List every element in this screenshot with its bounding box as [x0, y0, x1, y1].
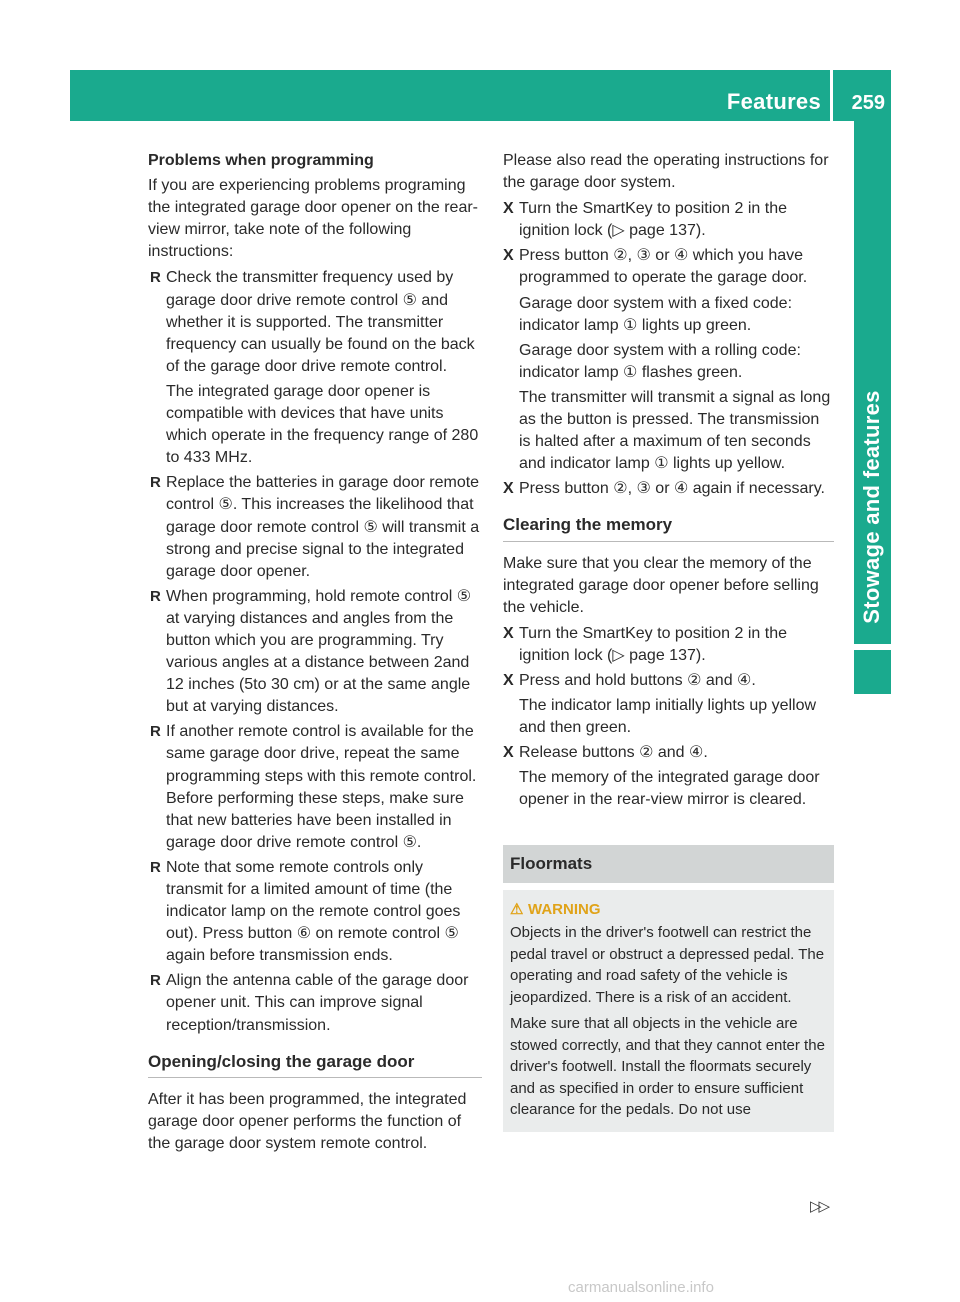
chapter-tab-label: Stowage and features [859, 390, 884, 624]
step-extra-text: The indicator lamp initially lights up yellow and then green. [519, 697, 817, 737]
left-column [148, 150, 482, 1159]
step-arrow-icon: X [503, 247, 514, 265]
bullet-r-icon: R [150, 269, 161, 287]
list-item [148, 586, 482, 719]
open-close-heading: Opening/closing the garage door [148, 1051, 482, 1078]
step-arrow-icon: X [503, 671, 514, 689]
bullet-r-icon: R [150, 474, 161, 492]
bullet-text: If another remote control is available for the same garage door drive, repeat the same programming steps with this remote control. Before performing these steps, make sure that new batteries have been installed in garage door drive remote control ⑤. [166, 723, 477, 851]
list-item [148, 970, 482, 1036]
step-text: Press and hold buttons ② and ④. [519, 671, 756, 689]
problems-intro: If you are experiencing problems programing the integrated garage door opener on the rear-view mirror, take note of the following instructions: [148, 177, 479, 261]
bullet-text: Note that some remote controls only transmit for a limited amount of time (the indicator lamp on the remote control goes out). Press button ⑥ on remote control ⑤ again before transmission ends. [166, 858, 461, 965]
page-number: 259 [851, 92, 885, 114]
list-item [148, 857, 482, 967]
list-item [148, 721, 482, 854]
bullet-text: When programming, hold remote control ⑤ at varying distances and angles from the button which you are programming. Try various angles at a distance between 2and 12 inches (5to 30 cm) or at the same angle but at varying distances. [166, 587, 472, 716]
bullet-text: Align the antenna cable of the garage door opener unit. This can improve signal reception/transmission. [166, 972, 469, 1034]
watermark: carmanualsonline.info [568, 1279, 714, 1296]
problems-title: Problems when programming [148, 152, 374, 169]
clearing-heading: Clearing the memory [503, 514, 834, 541]
warning-paragraph-1: Objects in the driver's footwell can restrict the pedal travel or obstruct a depressed pedal. The operating and road safety of the vehicle is jeopardized. There is a risk of an accident. [510, 924, 825, 1006]
list-item [148, 472, 482, 582]
step-arrow-icon: X [503, 200, 514, 218]
step-extra-text: The transmitter will transmit a signal as long as the button is pressed. The transmission is halted after a maximum of ten seconds and indicator lamp ① lights up yellow. [519, 388, 831, 473]
continue-arrows-icon: ▷▷ [810, 1198, 828, 1215]
bullet-r-icon: R [150, 972, 161, 990]
floormats-heading: Floormats [503, 845, 834, 883]
step-text: Release buttons ② and ④. [519, 744, 708, 762]
bullet-text: Replace the batteries in garage door remote control ⑤. This increases the likelihood that garage door remote control ⑤ will transmit a strong and precise signal to the integrated garage door opener. [166, 474, 480, 580]
step-text: Press button ②, ③ or ④ which you have programmed to operate the garage door. [519, 247, 808, 287]
warning-triangle-icon: ⚠ [510, 900, 524, 918]
bullet-r-icon: R [150, 723, 161, 741]
step-arrow-icon: X [503, 480, 514, 498]
step-extra-text: Garage door system with a fixed code: indicator lamp ① lights up green. [519, 294, 793, 334]
step-arrow-icon: X [503, 624, 514, 642]
step-extra-text: Garage door system with a rolling code: indicator lamp ① flashes green. [519, 341, 801, 381]
chapter-marker-square [854, 650, 891, 694]
step-item [503, 670, 834, 692]
step-item [503, 245, 834, 289]
right-intro: Please also read the operating instructions for the garage door system. [503, 152, 829, 192]
warning-title-text: WARNING [528, 900, 601, 918]
right-column [503, 150, 834, 1132]
page-header-bar [70, 70, 891, 121]
warning-box [503, 890, 834, 1132]
step-item [503, 742, 834, 764]
header-title: Features [726, 89, 821, 114]
clearing-intro: Make sure that you clear the memory of the integrated garage door opener before selling the vehicle. [503, 554, 819, 616]
step-text: Press button ②, ③ or ④ again if necessary. [519, 480, 825, 498]
open-close-text: After it has been programmed, the integrated garage door opener performs the function of the garage door system remote control. [148, 1090, 467, 1152]
step-arrow-icon: X [503, 744, 514, 762]
step-text: Turn the SmartKey to position 2 in the ignition lock (▷ page 137). [519, 624, 787, 664]
step-item [503, 478, 834, 500]
list-item [148, 267, 482, 377]
bullet-r-icon: R [150, 858, 161, 876]
warning-title [510, 899, 827, 921]
step-item [503, 198, 834, 242]
warning-paragraph-2: Make sure that all objects in the vehicle are stowed correctly, and that they cannot enter the driver's footwell. Install the floormats securely and as specified in order to ensure sufficient clearance for the pedals. Do not use [510, 1015, 825, 1119]
step-item [503, 623, 834, 667]
step-extra-text: The memory of the integrated garage door opener in the rear-view mirror is cleared. [519, 769, 820, 809]
bullet-extra-text: The integrated garage door opener is compatible with devices that have units which operate in the frequency range of 280 to 433 MHz. [166, 382, 479, 467]
step-text: Turn the SmartKey to position 2 in the ignition lock (▷ page 137). [519, 200, 787, 240]
bullet-r-icon: R [150, 587, 161, 605]
header-divider [830, 70, 833, 121]
bullet-text: Check the transmitter frequency used by garage door drive remote control ⑤ and whether it is supported. The transmitter frequency can usually be found on the back of the garage door drive remote control. [166, 269, 475, 375]
